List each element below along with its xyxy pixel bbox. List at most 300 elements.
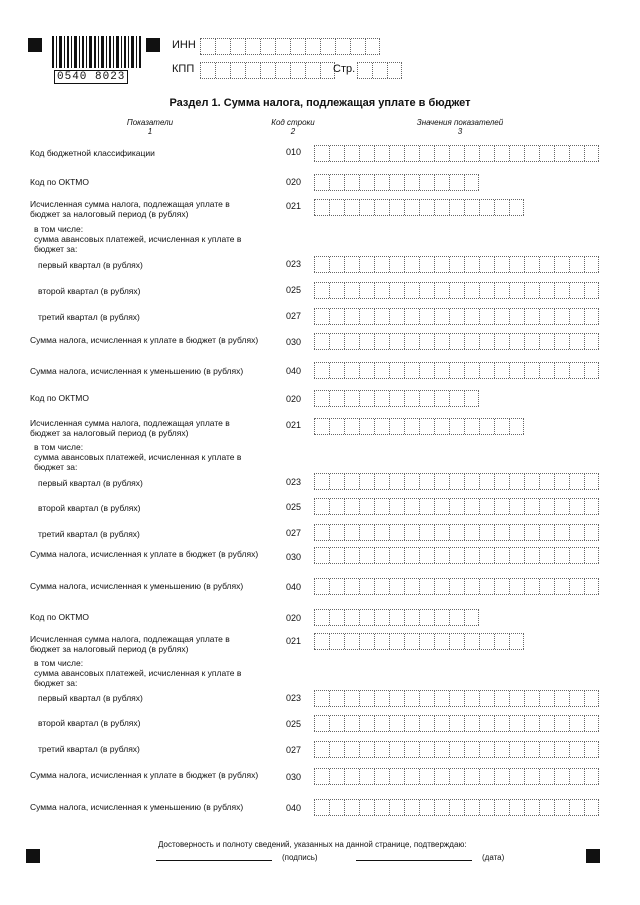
input-cell[interactable] <box>539 146 554 161</box>
input-cell[interactable] <box>275 63 290 78</box>
input-cell[interactable] <box>434 257 449 272</box>
input-cell[interactable] <box>524 579 539 594</box>
input-cell[interactable] <box>434 419 449 434</box>
date-line[interactable] <box>356 860 472 861</box>
input-cell[interactable] <box>524 742 539 757</box>
value-input-cells[interactable] <box>314 524 599 541</box>
input-cell[interactable] <box>479 499 494 514</box>
input-cell[interactable] <box>404 579 419 594</box>
input-cell[interactable] <box>494 634 509 649</box>
input-cell[interactable] <box>434 363 449 378</box>
input-cell[interactable] <box>344 769 359 784</box>
input-cell[interactable] <box>524 334 539 349</box>
value-input-cells[interactable] <box>314 199 524 216</box>
input-cell[interactable] <box>419 363 434 378</box>
input-cell[interactable] <box>569 334 584 349</box>
input-cell[interactable] <box>314 525 329 540</box>
input-cell[interactable] <box>389 610 404 625</box>
input-cell[interactable] <box>404 175 419 190</box>
input-cell[interactable] <box>245 39 260 54</box>
input-cell[interactable] <box>359 610 374 625</box>
input-cell[interactable] <box>404 257 419 272</box>
input-cell[interactable] <box>509 474 524 489</box>
input-cell[interactable] <box>524 525 539 540</box>
input-cell[interactable] <box>329 716 344 731</box>
input-cell[interactable] <box>374 716 389 731</box>
input-cell[interactable] <box>344 742 359 757</box>
input-cell[interactable] <box>359 334 374 349</box>
input-cell[interactable] <box>314 391 329 406</box>
input-cell[interactable] <box>419 525 434 540</box>
input-cell[interactable] <box>539 257 554 272</box>
input-cell[interactable] <box>419 474 434 489</box>
input-cell[interactable] <box>569 742 584 757</box>
input-cell[interactable] <box>464 474 479 489</box>
input-cell[interactable] <box>509 634 524 649</box>
value-input-cells[interactable] <box>314 390 479 407</box>
input-cell[interactable] <box>329 634 344 649</box>
input-cell[interactable] <box>539 716 554 731</box>
input-cell[interactable] <box>389 175 404 190</box>
input-cell[interactable] <box>344 548 359 563</box>
input-cell[interactable] <box>479 419 494 434</box>
input-cell[interactable] <box>374 257 389 272</box>
input-cell[interactable] <box>374 283 389 298</box>
input-cell[interactable] <box>464 800 479 815</box>
input-cell[interactable] <box>479 525 494 540</box>
input-cell[interactable] <box>479 800 494 815</box>
input-cell[interactable] <box>314 474 329 489</box>
input-cell[interactable] <box>374 474 389 489</box>
input-cell[interactable] <box>359 146 374 161</box>
input-cell[interactable] <box>509 716 524 731</box>
input-cell[interactable] <box>344 474 359 489</box>
input-cell[interactable] <box>275 39 290 54</box>
input-cell[interactable] <box>314 309 329 324</box>
input-cell[interactable] <box>494 257 509 272</box>
input-cell[interactable] <box>314 200 329 215</box>
input-cell[interactable] <box>449 499 464 514</box>
input-cell[interactable] <box>434 474 449 489</box>
input-cell[interactable] <box>365 39 380 54</box>
input-cell[interactable] <box>584 769 599 784</box>
input-cell[interactable] <box>329 742 344 757</box>
input-cell[interactable] <box>329 499 344 514</box>
input-cell[interactable] <box>434 716 449 731</box>
input-cell[interactable] <box>404 769 419 784</box>
input-cell[interactable] <box>464 146 479 161</box>
input-cell[interactable] <box>290 63 305 78</box>
input-cell[interactable] <box>509 691 524 706</box>
input-cell[interactable] <box>359 525 374 540</box>
input-cell[interactable] <box>374 146 389 161</box>
input-cell[interactable] <box>524 499 539 514</box>
value-input-cells[interactable] <box>314 362 599 379</box>
input-cell[interactable] <box>449 391 464 406</box>
input-cell[interactable] <box>524 800 539 815</box>
input-cell[interactable] <box>344 716 359 731</box>
input-cell[interactable] <box>479 363 494 378</box>
input-cell[interactable] <box>449 474 464 489</box>
input-cell[interactable] <box>524 309 539 324</box>
input-cell[interactable] <box>329 691 344 706</box>
input-cell[interactable] <box>329 283 344 298</box>
input-cell[interactable] <box>359 309 374 324</box>
value-input-cells[interactable] <box>314 473 599 490</box>
input-cell[interactable] <box>584 691 599 706</box>
input-cell[interactable] <box>554 525 569 540</box>
input-cell[interactable] <box>344 283 359 298</box>
input-cell[interactable] <box>494 800 509 815</box>
input-cell[interactable] <box>404 610 419 625</box>
input-cell[interactable] <box>464 419 479 434</box>
input-cell[interactable] <box>554 742 569 757</box>
input-cell[interactable] <box>509 579 524 594</box>
value-input-cells[interactable] <box>314 690 599 707</box>
input-cell[interactable] <box>404 499 419 514</box>
input-cell[interactable] <box>419 309 434 324</box>
input-cell[interactable] <box>359 391 374 406</box>
input-cell[interactable] <box>389 283 404 298</box>
input-cell[interactable] <box>419 175 434 190</box>
input-cell[interactable] <box>359 175 374 190</box>
input-cell[interactable] <box>539 525 554 540</box>
input-cell[interactable] <box>404 691 419 706</box>
input-cell[interactable] <box>314 769 329 784</box>
input-cell[interactable] <box>479 200 494 215</box>
input-cell[interactable] <box>554 691 569 706</box>
input-cell[interactable] <box>509 146 524 161</box>
input-cell[interactable] <box>494 419 509 434</box>
input-cell[interactable] <box>215 39 230 54</box>
input-cell[interactable] <box>419 742 434 757</box>
input-cell[interactable] <box>314 334 329 349</box>
input-cell[interactable] <box>494 742 509 757</box>
input-cell[interactable] <box>569 716 584 731</box>
input-cell[interactable] <box>404 146 419 161</box>
input-cell[interactable] <box>479 716 494 731</box>
input-cell[interactable] <box>569 769 584 784</box>
input-cell[interactable] <box>449 363 464 378</box>
input-cell[interactable] <box>404 800 419 815</box>
input-cell[interactable] <box>389 146 404 161</box>
input-cell[interactable] <box>584 742 599 757</box>
input-cell[interactable] <box>449 769 464 784</box>
input-cell[interactable] <box>524 769 539 784</box>
input-cell[interactable] <box>464 283 479 298</box>
value-input-cells[interactable] <box>314 256 599 273</box>
input-cell[interactable] <box>464 742 479 757</box>
input-cell[interactable] <box>449 283 464 298</box>
input-cell[interactable] <box>524 283 539 298</box>
input-cell[interactable] <box>359 200 374 215</box>
input-cell[interactable] <box>494 283 509 298</box>
input-cell[interactable] <box>419 200 434 215</box>
input-cell[interactable] <box>389 525 404 540</box>
input-cell[interactable] <box>419 419 434 434</box>
value-input-cells[interactable] <box>314 633 524 650</box>
input-cell[interactable] <box>464 769 479 784</box>
input-cell[interactable] <box>479 634 494 649</box>
input-cell[interactable] <box>434 146 449 161</box>
input-cell[interactable] <box>569 309 584 324</box>
input-cell[interactable] <box>344 363 359 378</box>
input-cell[interactable] <box>404 419 419 434</box>
input-cell[interactable] <box>245 63 260 78</box>
input-cell[interactable] <box>419 257 434 272</box>
input-cell[interactable] <box>329 200 344 215</box>
input-cell[interactable] <box>344 391 359 406</box>
input-cell[interactable] <box>569 257 584 272</box>
input-cell[interactable] <box>554 548 569 563</box>
input-cell[interactable] <box>509 769 524 784</box>
input-cell[interactable] <box>524 716 539 731</box>
input-cell[interactable] <box>389 634 404 649</box>
input-cell[interactable] <box>584 146 599 161</box>
input-cell[interactable] <box>404 742 419 757</box>
input-cell[interactable] <box>449 691 464 706</box>
input-cell[interactable] <box>494 769 509 784</box>
value-input-cells[interactable] <box>314 498 599 515</box>
value-input-cells[interactable] <box>314 609 479 626</box>
input-cell[interactable] <box>374 200 389 215</box>
input-cell[interactable] <box>434 391 449 406</box>
input-cell[interactable] <box>509 257 524 272</box>
input-cell[interactable] <box>329 525 344 540</box>
input-cell[interactable] <box>344 419 359 434</box>
input-cell[interactable] <box>359 691 374 706</box>
value-input-cells[interactable] <box>314 578 599 595</box>
value-input-cells[interactable] <box>314 145 599 162</box>
input-cell[interactable] <box>479 146 494 161</box>
input-cell[interactable] <box>584 283 599 298</box>
input-cell[interactable] <box>464 634 479 649</box>
input-cell[interactable] <box>494 579 509 594</box>
input-cell[interactable] <box>464 363 479 378</box>
input-cell[interactable] <box>449 334 464 349</box>
input-cell[interactable] <box>539 548 554 563</box>
input-cell[interactable] <box>359 800 374 815</box>
input-cell[interactable] <box>479 257 494 272</box>
input-cell[interactable] <box>329 548 344 563</box>
value-input-cells[interactable] <box>314 547 599 564</box>
input-cell[interactable] <box>524 691 539 706</box>
input-cell[interactable] <box>584 800 599 815</box>
input-cell[interactable] <box>389 257 404 272</box>
input-cell[interactable] <box>569 579 584 594</box>
input-cell[interactable] <box>344 200 359 215</box>
input-cell[interactable] <box>509 363 524 378</box>
input-cell[interactable] <box>479 334 494 349</box>
input-cell[interactable] <box>374 634 389 649</box>
input-cell[interactable] <box>434 309 449 324</box>
input-cell[interactable] <box>449 175 464 190</box>
input-cell[interactable] <box>539 800 554 815</box>
input-cell[interactable] <box>554 257 569 272</box>
input-cell[interactable] <box>464 716 479 731</box>
input-cell[interactable] <box>569 474 584 489</box>
input-cell[interactable] <box>554 363 569 378</box>
input-cell[interactable] <box>434 499 449 514</box>
input-cell[interactable] <box>389 716 404 731</box>
input-cell[interactable] <box>554 716 569 731</box>
input-cell[interactable] <box>329 334 344 349</box>
input-cell[interactable] <box>509 548 524 563</box>
input-cell[interactable] <box>434 200 449 215</box>
input-cell[interactable] <box>305 39 320 54</box>
value-input-cells[interactable] <box>314 333 599 350</box>
input-cell[interactable] <box>449 548 464 563</box>
input-cell[interactable] <box>434 769 449 784</box>
input-cell[interactable] <box>305 63 320 78</box>
input-cell[interactable] <box>464 579 479 594</box>
input-cell[interactable] <box>449 257 464 272</box>
input-cell[interactable] <box>359 257 374 272</box>
input-cell[interactable] <box>464 610 479 625</box>
input-cell[interactable] <box>374 334 389 349</box>
input-cell[interactable] <box>329 363 344 378</box>
input-cell[interactable] <box>260 63 275 78</box>
input-cell[interactable] <box>524 257 539 272</box>
input-cell[interactable] <box>215 63 230 78</box>
input-cell[interactable] <box>479 309 494 324</box>
input-cell[interactable] <box>584 579 599 594</box>
input-cell[interactable] <box>389 363 404 378</box>
input-cell[interactable] <box>584 334 599 349</box>
input-cell[interactable] <box>494 200 509 215</box>
input-cell[interactable] <box>449 634 464 649</box>
input-cell[interactable] <box>464 499 479 514</box>
input-cell[interactable] <box>584 525 599 540</box>
input-cell[interactable] <box>569 146 584 161</box>
input-cell[interactable] <box>464 257 479 272</box>
input-cell[interactable] <box>344 634 359 649</box>
input-cell[interactable] <box>329 257 344 272</box>
input-cell[interactable] <box>314 548 329 563</box>
input-cell[interactable] <box>539 334 554 349</box>
input-cell[interactable] <box>494 309 509 324</box>
input-cell[interactable] <box>389 499 404 514</box>
inn-field[interactable] <box>200 38 380 55</box>
input-cell[interactable] <box>329 800 344 815</box>
input-cell[interactable] <box>372 63 387 78</box>
input-cell[interactable] <box>359 716 374 731</box>
input-cell[interactable] <box>569 525 584 540</box>
input-cell[interactable] <box>419 548 434 563</box>
input-cell[interactable] <box>404 716 419 731</box>
input-cell[interactable] <box>359 548 374 563</box>
input-cell[interactable] <box>449 610 464 625</box>
input-cell[interactable] <box>449 579 464 594</box>
input-cell[interactable] <box>344 691 359 706</box>
input-cell[interactable] <box>539 691 554 706</box>
input-cell[interactable] <box>464 391 479 406</box>
input-cell[interactable] <box>404 363 419 378</box>
input-cell[interactable] <box>344 175 359 190</box>
input-cell[interactable] <box>464 175 479 190</box>
input-cell[interactable] <box>389 800 404 815</box>
input-cell[interactable] <box>419 579 434 594</box>
input-cell[interactable] <box>314 800 329 815</box>
input-cell[interactable] <box>314 363 329 378</box>
input-cell[interactable] <box>419 146 434 161</box>
input-cell[interactable] <box>359 634 374 649</box>
input-cell[interactable] <box>344 800 359 815</box>
input-cell[interactable] <box>389 334 404 349</box>
value-input-cells[interactable] <box>314 174 479 191</box>
input-cell[interactable] <box>434 579 449 594</box>
input-cell[interactable] <box>419 634 434 649</box>
input-cell[interactable] <box>449 742 464 757</box>
input-cell[interactable] <box>344 257 359 272</box>
input-cell[interactable] <box>554 474 569 489</box>
input-cell[interactable] <box>584 257 599 272</box>
input-cell[interactable] <box>524 548 539 563</box>
input-cell[interactable] <box>509 800 524 815</box>
input-cell[interactable] <box>449 200 464 215</box>
input-cell[interactable] <box>350 39 365 54</box>
input-cell[interactable] <box>314 499 329 514</box>
input-cell[interactable] <box>584 363 599 378</box>
input-cell[interactable] <box>329 391 344 406</box>
input-cell[interactable] <box>200 63 215 78</box>
kpp-field[interactable] <box>200 62 335 79</box>
input-cell[interactable] <box>374 579 389 594</box>
input-cell[interactable] <box>389 474 404 489</box>
input-cell[interactable] <box>539 769 554 784</box>
input-cell[interactable] <box>374 800 389 815</box>
input-cell[interactable] <box>419 610 434 625</box>
input-cell[interactable] <box>584 716 599 731</box>
input-cell[interactable] <box>314 691 329 706</box>
input-cell[interactable] <box>494 146 509 161</box>
input-cell[interactable] <box>329 175 344 190</box>
input-cell[interactable] <box>374 691 389 706</box>
input-cell[interactable] <box>329 579 344 594</box>
input-cell[interactable] <box>539 742 554 757</box>
input-cell[interactable] <box>389 579 404 594</box>
input-cell[interactable] <box>335 39 350 54</box>
input-cell[interactable] <box>524 363 539 378</box>
input-cell[interactable] <box>389 309 404 324</box>
input-cell[interactable] <box>374 742 389 757</box>
input-cell[interactable] <box>404 525 419 540</box>
value-input-cells[interactable] <box>314 418 524 435</box>
page-number-field[interactable] <box>357 62 402 79</box>
input-cell[interactable] <box>374 175 389 190</box>
input-cell[interactable] <box>464 691 479 706</box>
input-cell[interactable] <box>584 309 599 324</box>
input-cell[interactable] <box>419 391 434 406</box>
input-cell[interactable] <box>479 579 494 594</box>
input-cell[interactable] <box>434 800 449 815</box>
input-cell[interactable] <box>314 283 329 298</box>
input-cell[interactable] <box>539 309 554 324</box>
value-input-cells[interactable] <box>314 799 599 816</box>
input-cell[interactable] <box>419 716 434 731</box>
input-cell[interactable] <box>404 309 419 324</box>
input-cell[interactable] <box>359 363 374 378</box>
input-cell[interactable] <box>314 146 329 161</box>
input-cell[interactable] <box>554 334 569 349</box>
input-cell[interactable] <box>314 579 329 594</box>
input-cell[interactable] <box>494 525 509 540</box>
input-cell[interactable] <box>449 146 464 161</box>
input-cell[interactable] <box>569 363 584 378</box>
input-cell[interactable] <box>554 309 569 324</box>
input-cell[interactable] <box>329 309 344 324</box>
input-cell[interactable] <box>569 499 584 514</box>
